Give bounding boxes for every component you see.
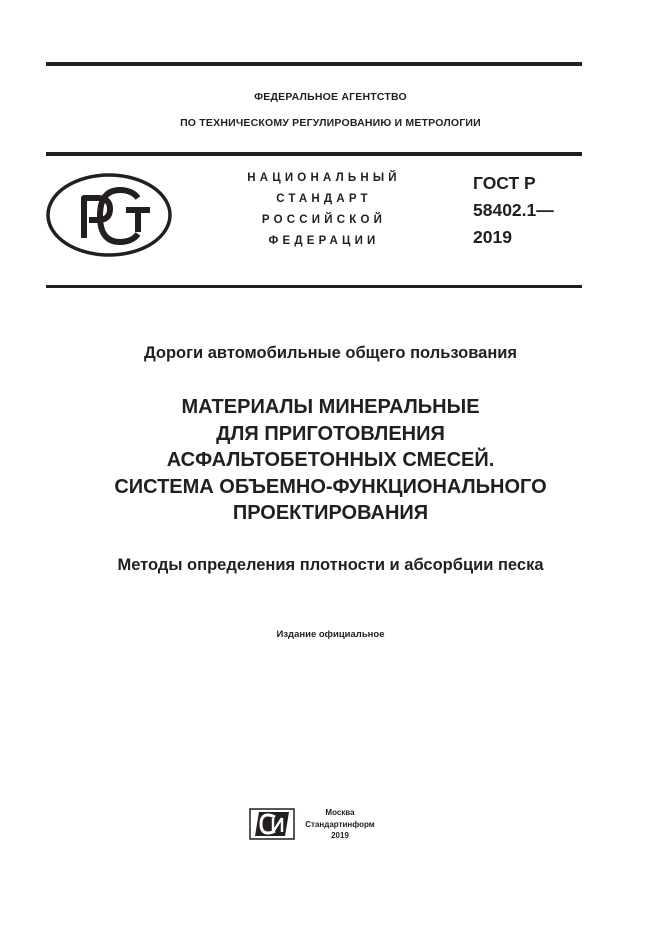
title-line: АСФАЛЬТОБЕТОННЫХ СМЕСЕЙ. (166, 449, 495, 471)
standartinform-logo-icon (249, 808, 295, 840)
standard-designation (473, 170, 554, 251)
publisher-city: Москва (325, 808, 355, 817)
top-rule (46, 62, 582, 66)
agency-line-2: ПО ТЕХНИЧЕСКОМУ РЕГУЛИРОВАНИЮ И МЕТРОЛОГИИ (180, 117, 481, 129)
designation-line: ГОСТ Р (473, 173, 536, 193)
edition-label: Издание официальное (276, 629, 385, 640)
national-line: СТАНДАРТ (276, 193, 372, 205)
pct-certification-mark-icon (46, 172, 176, 260)
publisher-info (300, 807, 380, 842)
publisher-name: Стандартинформ (305, 819, 375, 829)
national-line: ФЕДЕРАЦИИ (268, 235, 380, 247)
publisher-year: 2019 (331, 831, 349, 840)
national-line: НАЦИОНАЛЬНЫЙ (247, 172, 401, 184)
methods-title: Методы определения плотности и абсорбции песка (117, 556, 544, 574)
designation-line: 58402.1— (473, 200, 554, 220)
agency-line-1: ФЕДЕРАЛЬНОЕ АГЕНТСТВО (254, 91, 407, 103)
title-line: МАТЕРИАЛЫ МИНЕРАЛЬНЫЕ (181, 396, 480, 418)
title-line: СИСТЕМА ОБЪЕМНО-ФУНКЦИОНАЛЬНОГО (114, 475, 547, 498)
header-rule (46, 152, 582, 156)
document-title (0, 394, 661, 527)
national-standard-label (226, 168, 422, 252)
block-rule (46, 285, 582, 288)
title-line: ПРОЕКТИРОВАНИЯ (232, 502, 429, 524)
document-subtitle: Дороги автомобильные общего пользования (143, 344, 518, 362)
title-line: ДЛЯ ПРИГОТОВЛЕНИЯ (216, 422, 445, 445)
designation-line: 2019 (473, 227, 512, 247)
national-line: РОССИЙСКОЙ (261, 214, 387, 226)
